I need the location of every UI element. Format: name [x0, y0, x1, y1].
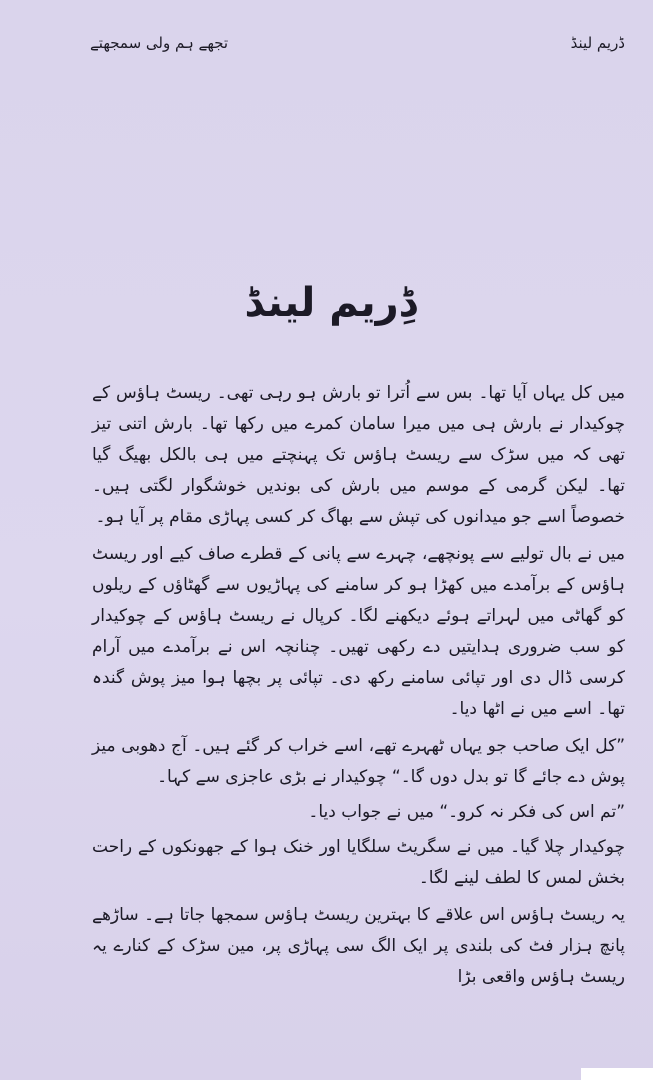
- paragraph-5: چوکیدار چلا گیا۔ میں نے سگریٹ سلگایا اور خنک ہوا کے جھونکوں کے راحت بخش لمس کا لطف لینے لگا۔: [92, 837, 625, 888]
- paragraph-2: میں نے بال تولیے سے پونچھے، چہرے سے پانی کے قطرے صاف کیے اور ریسٹ ہاؤس کے برآمدے میں کھڑا ہو کر سامنے کی پہاڑیوں سے گھٹاؤں کے ریلوں کو گھاٹی میں لہراتے ہوئے دیکھنے لگا۔ کرپال نے ریسٹ ہاؤس کے چوکیدار کو سب ضروری ہدایتیں دے رکھی تھیں۔ چنانچہ اس نے برآمدے میں آرام کرسی ڈال دی اور تپائی سامنے رکھ دی۔ تپائی پر بچھا ہوا میز پوش گندہ تھا۔ اسے میں نے اٹھا دیا۔: [92, 544, 625, 719]
- chapter-title: ڈِریم لینڈ: [244, 280, 417, 326]
- header-page-heading: تجھے ہم ولی سمجھتے: [90, 34, 229, 52]
- paragraph-6: یہ ریسٹ ہاؤس اس علاقے کا بہترین ریسٹ ہاؤس سمجھا جاتا ہے۔ ساڑھے پانچ ہزار فٹ کی بلندی پر ایک الگ سی پہاڑی پر، مین سڑک کے کنارے یہ ریسٹ ہاؤس واقعی بڑا: [92, 905, 625, 987]
- paragraph-1: میں کل یہاں آیا تھا۔ بس سے اُترا تو بارش ہو رہی تھی۔ ریسٹ ہاؤس کے چوکیدار نے بارش ہی میں میرا سامان کمرے میں رکھا تھا۔ بارش اتنی تیز تھی کہ میں سڑک سے ریسٹ ہاؤس تک پہنچتے میں ہی بالکل بھیگ گیا تھا۔ لیکن گرمی کے موسم میں بارش کی بوندیں خوشگوار لگتی ہیں۔ خصوصاً اسے جو میدانوں کی تپش سے بھاگ کر کسی پہاڑی مقام پر آیا ہو۔: [92, 383, 625, 527]
- paragraph-3-dialogue: ”کل ایک صاحب جو یہاں ٹھہرے تھے، اسے خراب کر گئے ہیں۔ آج دھوبی میز پوش دے جائے گا تو بدل دوں گا۔“ چوکیدار نے بڑی عاجزی سے کہا۔: [92, 736, 625, 787]
- body-text: [92, 378, 625, 999]
- header-book-title: ڈریم لینڈ: [570, 34, 625, 52]
- running-header: [90, 28, 625, 58]
- paragraph-4-dialogue: ”تم اس کی فکر نہ کرو۔“ میں نے جواب دیا۔: [308, 802, 625, 822]
